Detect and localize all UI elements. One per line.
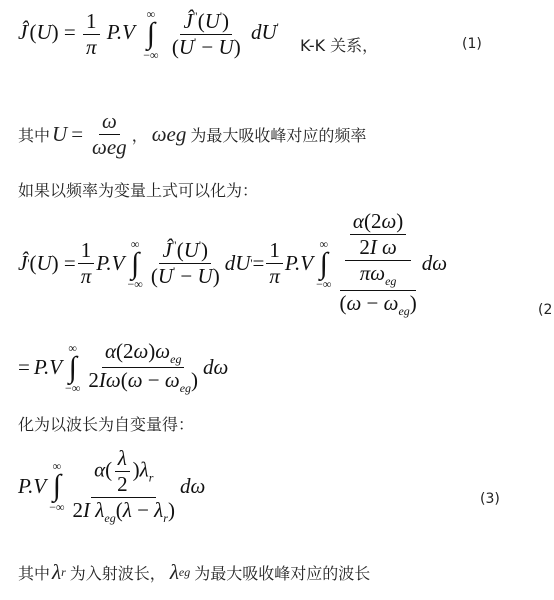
line4-suffix: 为最大吸收峰对应的波长	[194, 564, 371, 583]
line1-suffix: 为最大吸收峰对应的频率	[190, 126, 367, 146]
equation-1: Ĵ'(U) = $\frac{1}{\pi}$ P.V ∞ ∫ −∞ $\frac{Ĵ^"(U')}{(U' - U)}$ dU'	[18, 7, 279, 62]
definition-line-1: 其中 U = $\frac{\omega}{\text{ωeg}}$ ， ωeg 为最大吸收峰对应的频率	[18, 109, 367, 160]
equation-2: Ĵ ' ( U ) = $\frac{1}{\pi}$ P.V ∞ ∫ −∞ $\frac{Ĵ^"(U')}{(U' - U)}$ dU ' = $\frac{1}{\pi}$ P.V ∞ ∫ −∞ $\frac{\frac{\frac{\alpha(2\omega)}{\text{2I ω}}}{\pi\omega_{eg}}}{(\omega - \omega_{eg})}$ dω	[18, 209, 448, 318]
line4-prefix: 其中	[18, 564, 51, 583]
equation-2-continued: = P.V ∞ ∫ −∞ $\frac{\alpha(2\omega)\omega_{eg}}{2I\omega(\omega - \omega_{eg})}$ dω	[18, 339, 229, 396]
equation-1-number: (1)	[462, 36, 482, 52]
text-line-2: 如果以频率为变量上式可以化为：	[18, 181, 259, 200]
definition-line-4: 其中 λ r 为入射波长， λ eg 为最大吸收峰对应的波长	[18, 560, 371, 584]
equation-1-label: K-K 关系，	[300, 36, 379, 55]
text-line-3: 化为以波长为自变量得：	[18, 415, 195, 434]
equation-3: P.V ∞ ∫ −∞ α( $\frac{\lambda}{2}$ )$\lambda_r$ 2I $\lambda_{eg}(\lambda - \lambda_r)$ dω	[18, 446, 206, 526]
line1-prefix: 其中	[18, 126, 51, 146]
equation-3-number: (3)	[480, 491, 500, 507]
equation-2-number: (2	[538, 302, 553, 318]
